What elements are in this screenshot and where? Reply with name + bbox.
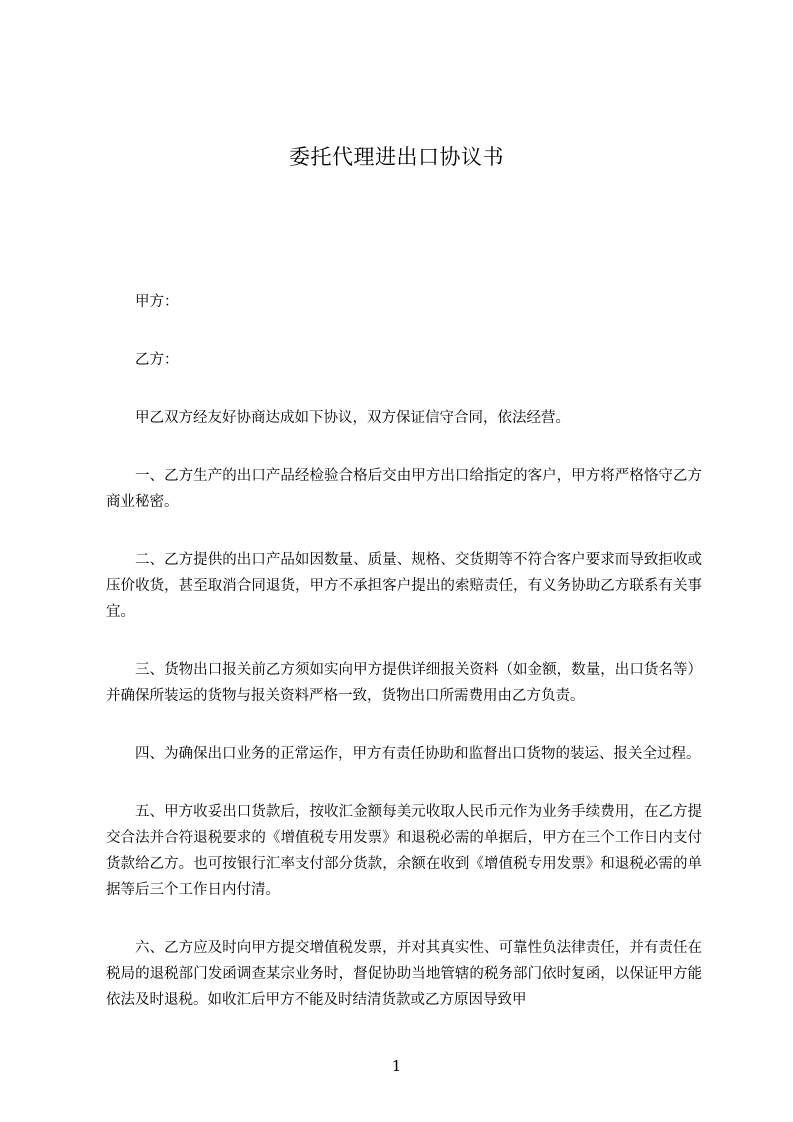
page-number: 1 — [391, 1057, 402, 1075]
party-a-line: 甲方： — [135, 294, 179, 310]
clause-1-paragraph: 一、乙方生产的出口产品经检验合格后交由甲方出口给指定的客户，甲方将严格恪守乙方商业秘密。 — [106, 468, 702, 510]
clause-4-paragraph: 四、为确保出口业务的正常运作，甲方有责任协助和监督出口货物的装运、报关全过程。 — [135, 746, 701, 762]
clause-3-paragraph: 三、货物出口报关前乙方须如实向甲方提供详细报关资料（如金额，数量，出口货名等）并确保所装运的货物与报关资料严格一致，货物出口所需费用由乙方负责。 — [106, 662, 702, 704]
preamble-paragraph: 甲乙双方经友好协商达成如下协议，双方保证信守合同，依法经营。 — [135, 410, 570, 426]
clause-6-paragraph: 六、乙方应及时向甲方提交增值税发票，并对其真实性、可靠性负法律责任，并有责任在税局的退税部门发函调查某宗业务时，督促协助当地管辖的税务部门依时复函，以保证甲方能依法及时退税。如收汇后甲方不能及时结清货款或乙方原因导致甲 — [106, 940, 702, 1008]
party-b-line: 乙方： — [135, 352, 179, 368]
document-body — [106, 289, 702, 1045]
document-title: 委托代理进出口协议书 — [289, 145, 504, 169]
clause-2-paragraph: 二、乙方提供的出口产品如因数量、质量、规格、交货期等不符合客户要求而导致拒收或压价收货，甚至取消合同退货，甲方不承担客户提出的索赔责任，有义务协助乙方联系有关事宜。 — [106, 552, 702, 620]
clause-5-paragraph: 五、甲方收妥出口货款后，按收汇金额每美元收取人民币元作为业务手续费用，在乙方提交合法并合符退税要求的《增值税专用发票》和退税必需的单据后，甲方在三个工作日内支付货款给乙方。也可按银行汇率支付部分货款，余额在收到《增值税专用发票》和退税必需的单据等后三个工作日内付清。 — [106, 804, 702, 898]
